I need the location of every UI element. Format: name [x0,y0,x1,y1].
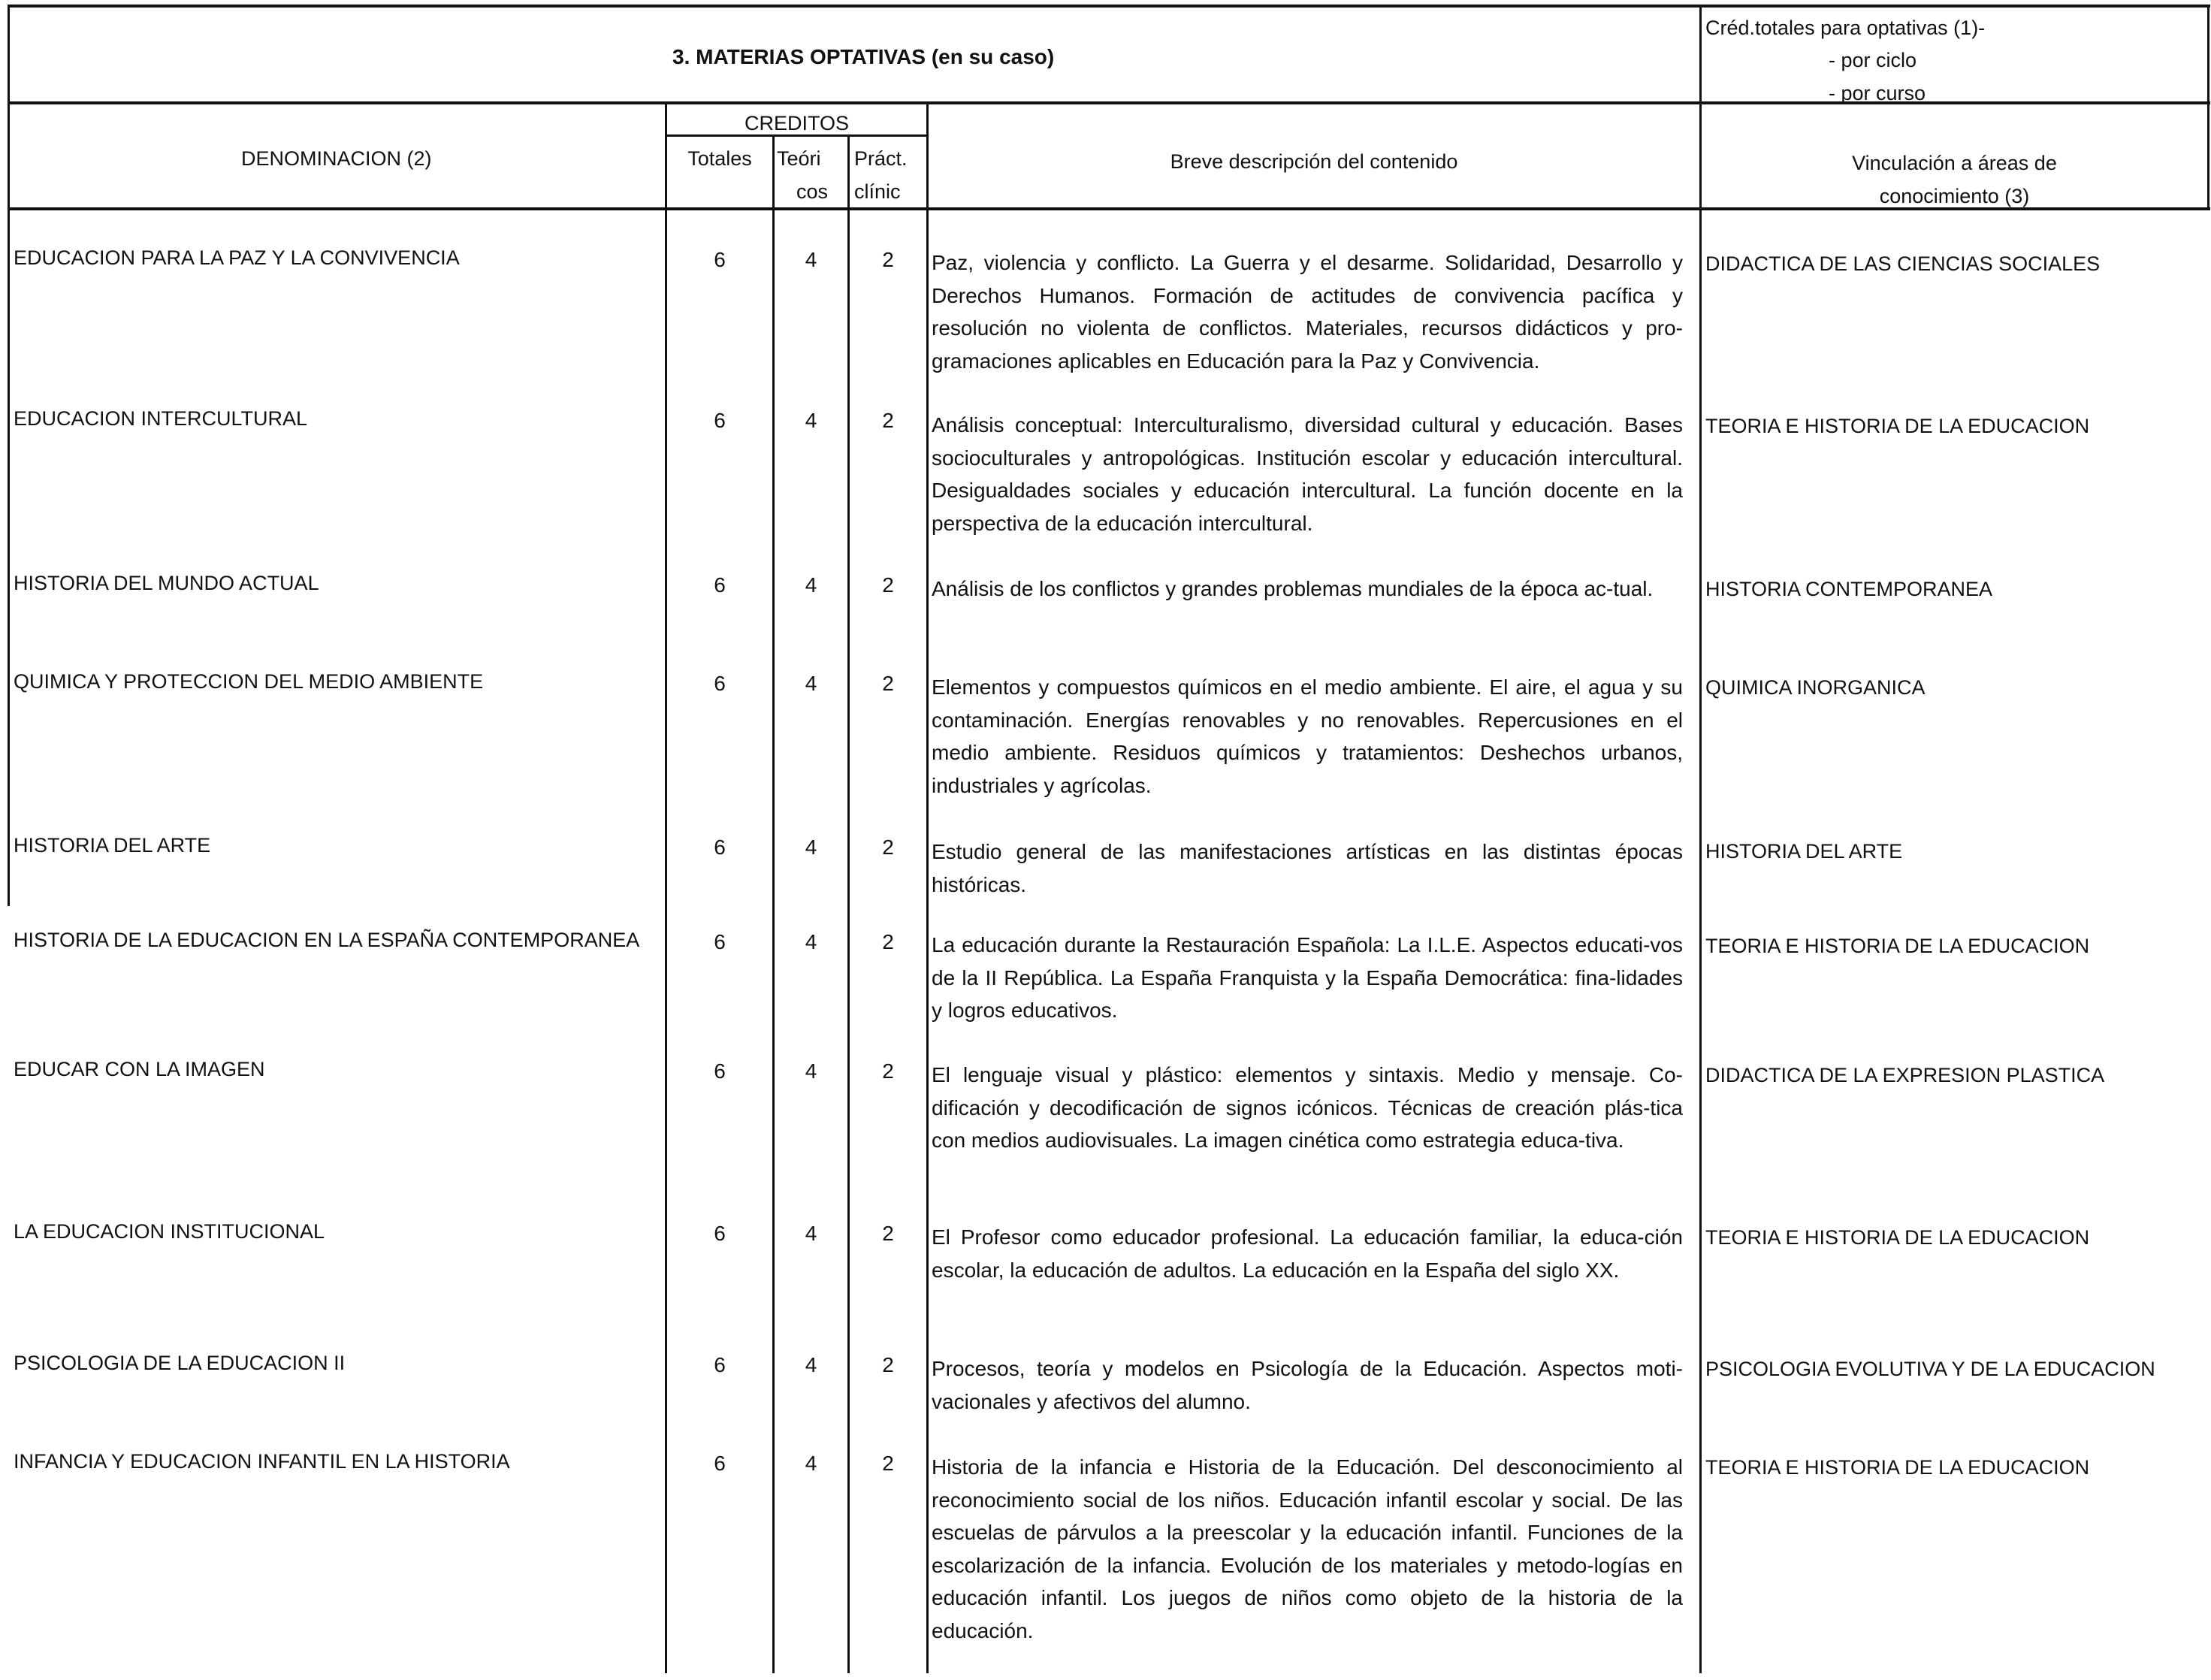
credits-totales: 6 [714,930,726,953]
subject-name: LA EDUCACION INSTITUCIONAL [14,1220,325,1243]
column-header-descripcion: Breve descripción del contenido [1170,150,1458,173]
credits-practicos: 2 [882,835,894,859]
right-border [2207,5,2209,210]
credits-practicos: 2 [882,1059,894,1083]
col-totales-right [772,135,775,1673]
col-denominacion-right [665,103,667,1673]
credits-teoricos: 4 [805,1353,817,1376]
subject-name: INFANCIA Y EDUCACION INFANTIL EN LA HISTORIA [14,1450,510,1473]
subject-description: Análisis de los conflictos y grandes problemas mundiales de la época ac-tual. [932,577,1654,600]
column-header-denominacion: DENOMINACION (2) [241,147,432,170]
subject-name: EDUCACION PARA LA PAZ Y LA CONVIVENCIA [14,246,460,269]
column-header-practicos-line2: clínic [854,180,901,203]
col-descripcion-right [1699,5,1702,1673]
subject-description: Procesos, teoría y modelos en Psicología de la Educación. Aspectos moti-vacionales y afectivos del alumno. [932,1357,1683,1413]
column-header-teoricos-line2: cos [796,180,829,203]
section-title: 3. MATERIAS OPTATIVAS (en su caso) [672,45,1055,68]
credits-practicos: 2 [882,409,894,432]
knowledge-area: DIDACTICA DE LAS CIENCIAS SOCIALES [1705,252,2101,275]
subject-description: El Profesor como educador profesional. La educación familiar, la educa-ción escolar, la educación de adultos. La educación en la España del siglo XX. [932,1225,1683,1282]
credits-totales: 6 [714,409,726,432]
subject-description: El lenguaje visual y plástico: elementos y sintaxis. Medio y mensaje. Co-dificación y decodificación de signos icónicos. Técnicas de creación plás-tica con medios audiovisuales. La imagen cinética como estrategia educa-tiva. [932,1063,1683,1152]
credits-per-course: - por curso [1829,82,1926,104]
knowledge-area: TEORIA E HISTORIA DE LA EDUCACION [1705,1226,2090,1249]
credits-totales: 6 [714,573,726,597]
knowledge-area: HISTORIA DEL ARTE [1705,840,1903,863]
credits-teoricos: 4 [805,1222,817,1245]
credits-teoricos: 4 [805,930,817,953]
credits-teoricos: 4 [805,248,817,271]
subject-name: HISTORIA DE LA EDUCACION EN LA ESPAÑA CONTEMPORANEA [14,929,640,951]
col-practicos-right [926,103,929,1673]
credits-totales: 6 [714,1452,726,1475]
subject-name: HISTORIA DEL ARTE [14,834,211,857]
knowledge-area: PSICOLOGIA EVOLUTIVA Y DE LA EDUCACION [1705,1358,2155,1380]
column-header-practicos-line1: Práct. [854,147,908,170]
subject-description: La educación durante la Restauración Española: La I.L.E. Aspectos educati-vos de la II República. La España Franquista y la España Democrática: fina-lidades y logros educativos. [932,933,1683,1022]
credits-practicos: 2 [882,930,894,953]
col-teoricos-right [847,135,850,1673]
knowledge-area: HISTORIA CONTEMPORANEA [1705,578,1993,600]
subject-description: Elementos y compuestos químicos en el medio ambiente. El aire, el agua y su contaminación. Energías renovables y no renovables. Repercusiones en el medio ambiente. Residuos químicos y tratamientos: Deshechos urbanos, industriales y agrícolas. [932,675,1683,797]
knowledge-area: TEORIA E HISTORIA DE LA EDUCACION [1705,415,2090,437]
credits-teoricos: 4 [805,1452,817,1475]
credits-practicos: 2 [882,1222,894,1245]
credits-total-title: Créd.totales para optativas (1)- [1705,17,1986,39]
credits-totales: 6 [714,1222,726,1245]
column-header-totales: Totales [687,147,752,170]
subject-name: EDUCAR CON LA IMAGEN [14,1058,265,1080]
credits-totales: 6 [714,672,726,695]
credits-totales: 6 [714,248,726,271]
column-header-teoricos-line1: Teóri [777,147,821,170]
credits-totales: 6 [714,1059,726,1083]
knowledge-area: TEORIA E HISTORIA DE LA EDUCACION [1705,935,2090,957]
column-header-vinculacion-line2: conocimiento (3) [1879,185,2030,207]
subject-description: Paz, violencia y conflicto. La Guerra y el desarme. Solidaridad, Desarrollo y Derechos Humanos. Formación de actitudes de convivencia pacífica y resolución no violenta de conflictos. Materiales, recursos didácticos y pro-gramaciones aplicables en Educación para la Paz y Convivencia. [932,251,1683,373]
credits-practicos: 2 [882,573,894,597]
credits-teoricos: 4 [805,573,817,597]
credits-teoricos: 4 [805,672,817,695]
subject-name: EDUCACION INTERCULTURAL [14,407,308,430]
subject-name: QUIMICA Y PROTECCION DEL MEDIO AMBIENTE [14,670,484,693]
credits-teoricos: 4 [805,409,817,432]
top-border [8,5,2210,8]
credits-teoricos: 4 [805,1059,817,1083]
subject-description: Historia de la infancia e Historia de la Educación. Del desconocimiento al reconocimiento social de los niños. Educación infantil escolar y social. De las escuelas de párvulos a la preescolar y la educación infantil. Funciones de la escolarización de la infancia. Evolución de los materiales y metodo-logías en educación infantil. Los juegos de niños como objeto de la historia de la educación. [932,1455,1683,1642]
credits-practicos: 2 [882,1353,894,1376]
left-border [8,5,10,906]
subject-description: Estudio general de las manifestaciones artísticas en las distintas épocas históricas. [932,840,1683,896]
subject-name: HISTORIA DEL MUNDO ACTUAL [14,572,319,594]
knowledge-area: TEORIA E HISTORIA DE LA EDUCACION [1705,1456,2090,1479]
credits-practicos: 2 [882,1452,894,1475]
credits-teoricos: 4 [805,835,817,859]
credits-totales: 6 [714,835,726,859]
column-header-creditos: CREDITOS [744,112,850,134]
knowledge-area: DIDACTICA DE LA EXPRESION PLASTICA [1705,1064,2105,1086]
column-header-vinculacion-line1: Vinculación a áreas de [1852,152,2057,174]
credits-per-cycle: - por ciclo [1829,49,1917,71]
knowledge-area: QUIMICA INORGANICA [1705,676,1926,699]
credits-practicos: 2 [882,248,894,271]
subject-name: PSICOLOGIA DE LA EDUCACION II [14,1352,346,1374]
credits-totales: 6 [714,1353,726,1376]
subject-description: Análisis conceptual: Interculturalismo, diversidad cultural y educación. Bases socioculturales y antropológicas. Institución escolar y educación intercultural. Desigualdades sociales y educación intercultural. La función docente en la perspectiva de la educación intercultural. [932,413,1683,535]
credits-practicos: 2 [882,672,894,695]
